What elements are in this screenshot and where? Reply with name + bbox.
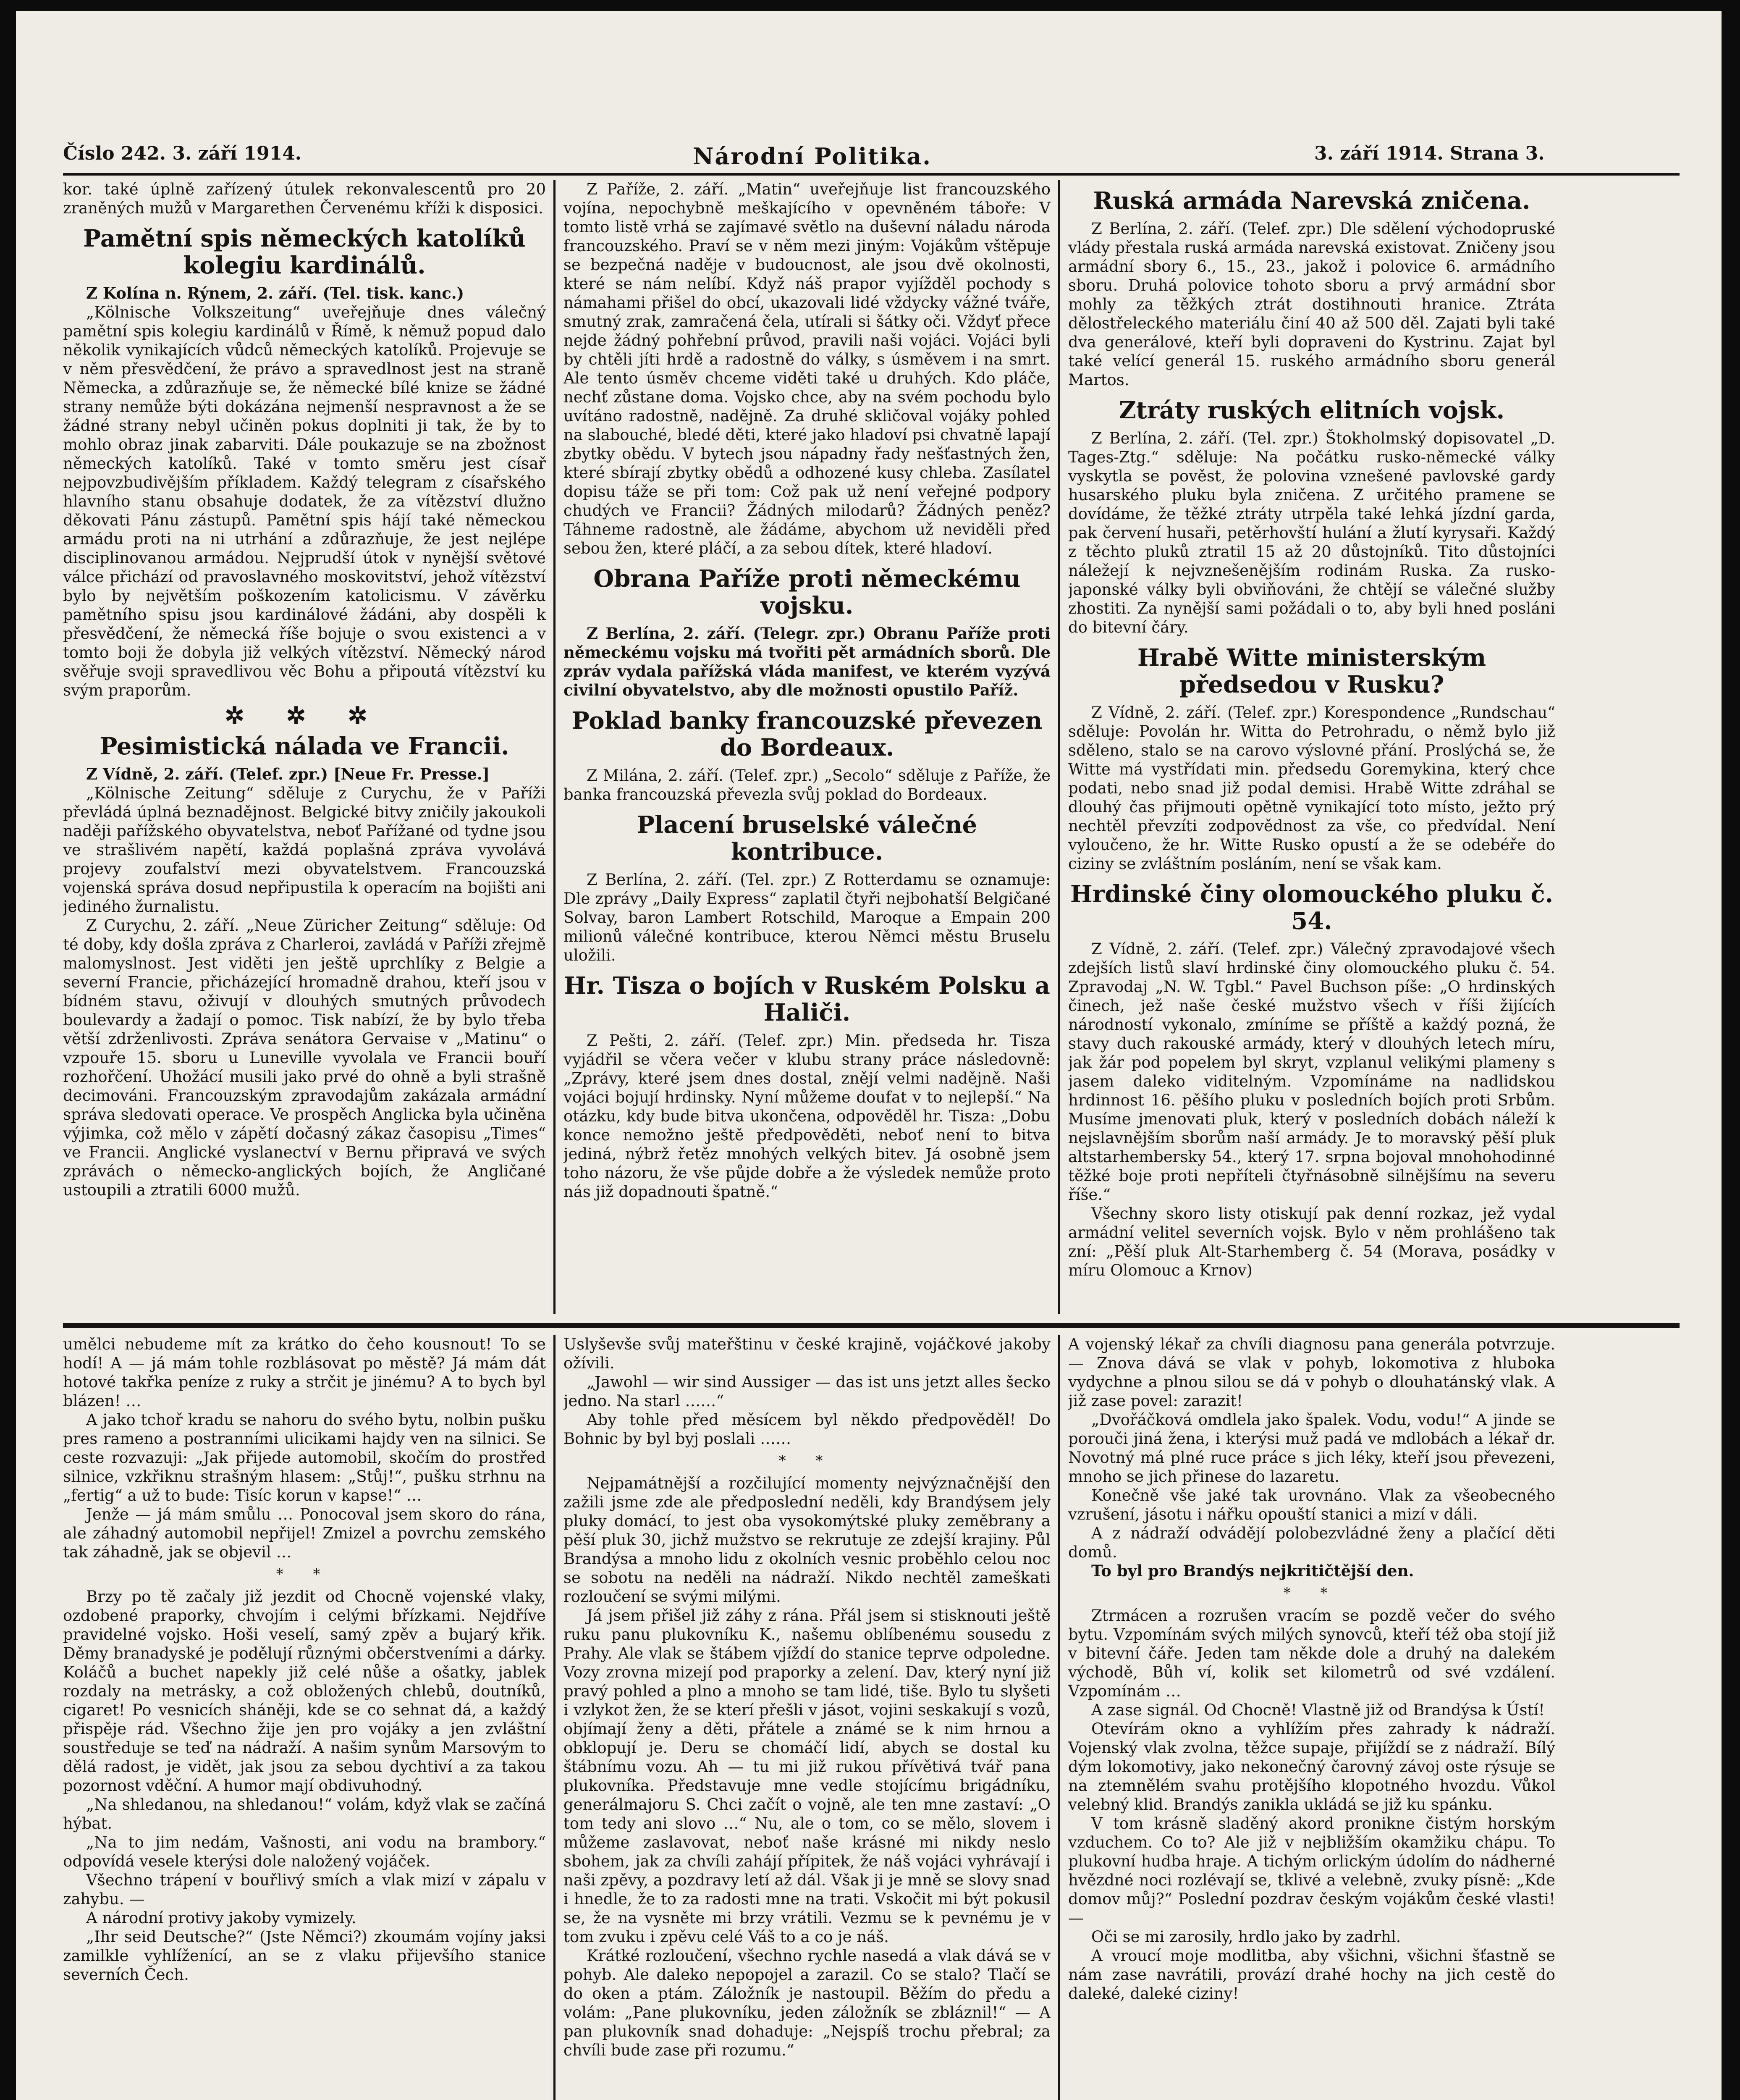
article-body: „Kölnische Zeitung“ sděluje z Curychu, že v Paříži převládá úplná beznadějnost. Belgické bitvy zničily jakoukoli naději pařížského obyvatelstva, neboť Pařížané od tydne jsou ve strašlivém napětí, každá poplašná zpráva vyvolává projevy zoufalství mezi obyvatelstvem. Francouzská vojenská správa dosud nepřipustila k operacím na bojišti ani jediného žurnalistu. — [63, 784, 546, 916]
feuilleton-paragraph: A zase signál. Od Chocně! Vlastně již od Brandýsa k Ústí! — [1091, 1701, 1545, 1719]
feuilleton-paragraph: A z nádraží odvádějí polobezvládné ženy a plačící děti domů. — [1068, 1524, 1555, 1561]
feuilleton-paragraph: Uslyševše svůj mateřštinu v české krajině, vojáčkové jakoby ožívili. — [563, 1335, 1051, 1372]
lead-paragraph: kor. také úplně zařízený útulek rekonvalescentů pro 20 zraněných mužů v Margarethen Červenému kříži k disposici. — [63, 180, 546, 217]
feuilleton-paragraph: A jako tchoř kradu se nahoru do svého bytu, nolbin pušku pres rameno a postranními ulicikami hajdy ven na silnici. Se ceste rozvazuji: „Jak přijede automobil, skočím do prostřed silnice, vzkřiknu strašným hlasem: „Stůj!“, pušku strhnu na „fertig“ a už to bude: Tisíc korun v kapse!“ … — [63, 1411, 546, 1504]
headline-pesimisticka-nalada: Pesimistická nálada ve Francii. — [100, 732, 509, 760]
article-body: „Kölnische Volkszeitung“ uveřejňuje dnes válečný pamětní spis kolegiu kardinálů v Římě, k němuž popud dalo několik vynikajících vůdců německých katolíků. Projevuje se v něm přesvědčení, že právo a spravedlnost jest na straně Německa, a zdůrazňuje se, že německé bílé knize se žádné strany nemůže býti dokázána nejmenší nespravnost a že se žádné strany nebyl učiněn pokus doplniti ji tak, že by to mohlo obraz jinak zabarviti. Dále poukazuje se na zbožnost německých katolíků. Také v tomto směru jest císař nejpovzbudivějším příkladem. Každý telegram z císařského hlavního stanu obsahuje dodatek, že za vítězství dlužno děkovati Pánu zástupů. Pamětní spis hájí také německou armádu proti na ni utrhání a zdůrazňuje, že jest nejlépe disciplinovanou armádou. Nejprudší útok v nynější světové válce přichází od pravoslavného moskovitství, jehož vítězství bylo by největším poškozením katolicismu. V závěrku pamětního spisu jsou kardinálové žádáni, aby dospěli k přesvědčení, že německá říše bojuje o svou existenci a v tomto boji že dobyla již velkých vítězství. Německý národ svěřuje svoji spravedlivou věc Bohu a připoutá vítězství ku svým praporům. — [63, 303, 546, 699]
feuilleton-paragraph: V tom krásně sladěný akord pronikne čistým horským vzduchem. Co to? Ale již v nejbližším okamžiku chápu. To plukovní hudba hraje. A tichým orlickým údolím do nádherné hvězdné noci rozlévají se, tklivé a velebně, zvuky písně: „Kde domov můj?“ Poslední pozdrav českým vojákům české vlasti! — — [1068, 1814, 1555, 1927]
headline-hrdinske-ciny: Hrdinské činy olomouckého pluku č. 54. — [1070, 880, 1554, 935]
feuilleton-paragraph: Otevírám okno a vyhlížím přes zahrady k nádraží. Vojenský vlak zvolna, těžce supaje, přijíždí se z nádraží. Bílý dým lokomotivy, jako nekonečný čarovný závoj oste rýsuje se na ztemnělém svahu protějšího klopotného hvozdu. Vůkol velebný klid. Brandýs zanikla ukládá se již ku spánku. — [1068, 1720, 1555, 1814]
lower-column-1 — [63, 1335, 546, 2100]
article-body: Z Berlína, 2. září. (Telegr. zpr.) Obranu Paříže proti německému vojsku má tvořiti pět armádních sborů. Dle zpráv vydala pařížská vláda manifest, ve kterém vyzývá civilní obyvatelstvo, aby dle možnosti opustilo Paříž. — [563, 624, 1051, 699]
feuilleton-paragraph: A vroucí moje modlitba, aby všichni, všichni šťastně se nám zase navrátili, provází drahé hochy na jich cestě do daleké, daleké ciziny! — [1068, 1947, 1555, 2003]
column-rule — [553, 1335, 556, 2100]
article-body: Z Vídně, 2. září. (Telef. zpr.) Válečný zpravodajové všech zdejších listů slaví hrdinské činy olomouckého pluku č. 54. Zpravodaj „N. W. Tgbl.“ Pavel Buchson píše: „O hrdinských činech, jež naše české mužstvo všech v říši žijících národností vykonalo, zmíníme se příště a každý pozná, že stavy duch rakouské armády, který v dlouhých letech míru, jak žár pod popelem byl skryt, vzplanul velikými plameny s jasem daleko viditelným. Vzpomínáme na nadlidskou hrdinnost 16. pěšího pluku v posledních bojích proti Srbům. Musíme jmenovati pluk, který v posledních dobách náleží k nejslavnějším sborům naší armády. Je to moravský pěší pluk altstarhembersky 54., který 17. srpna bojoval mnohohodinné těžké boje proti nepříteli čtyřnásobně silnějšímu na severu říše.“ — [1068, 940, 1555, 1204]
masthead-rule — [63, 173, 1680, 176]
feuilleton-divider — [63, 1323, 1680, 1328]
paper-title: Národní Politika. — [693, 143, 932, 170]
column-rule — [1058, 1335, 1060, 2100]
feuilleton-paragraph: To byl pro Brandýs nejkritičtější den. — [1091, 1562, 1414, 1580]
headline-obrana-parize: Obrana Paříže proti německému vojsku. — [593, 565, 1021, 620]
date-and-page: 3. září 1914. Strana 3. — [1314, 143, 1545, 164]
scan-border-top — [0, 0, 1740, 11]
article-body: Z Paříže, 2. září. „Matin“ uveřejňuje list francouzského vojína, nepochybně meškajícího v opevněném táboře: V tomto listě vrhá se zajímavé světlo na duševní náladu národa francouzského. Praví se v něm mezi jiným: Vojákům vštěpuje se bezpečná naděje v budoucnost, ale jsou dvě okolnosti, které se nám nelíbí. Když náš prapor vyjížděl pochody s námahami přišel do obcí, ukazovali lidé vždycky vážné tváře, smutný zrak, zamračená čela, utírali si šátky oči. Vždyť přece nejde žádný pohřební průvod, pravili naši vojáci. Vojáci byli by chtěli jíti hrdě a radostně do války, s úsměvem i na smrt. Ale tento úsměv chceme viděti také u druhých. Kdo pláče, nechť zůstane doma. Vojsko chce, aby na svém pochodu bylo uvítáno radostně, nadějně. Za druhé skličoval vojáky pohled na slabouché, bledé děti, které jako hladoví psi chvatně lapají zbytky obědu. V bytech jsou nápadny řady nešťastných žen, které sbírají zbytky obědů a odhozené kusy chleba. Zasílatel dopisu táže se při tom: Což pak už není veřejné podpory chudých ve Francii? Žádných milodarů? Žádných peněz? Táhneme radostně, ale žádáme, abychom už neviděli před sebou žen, které pláčí, a za sebou dítek, které hladoví. — [563, 180, 1051, 557]
article-body: Z Curychu, 2. září. „Neue Züricher Zeitung“ sděluje: Od té doby, kdy došla zpráva z Charleroi, zavládá v Paříži zřejmě malomyslnost. Jest viděti jen ještě uprchlíky z Belgie a severní Francie, přicházející hromadně drahou, kteří jsou v bídném stavu, oživují v dlouhých smutných průvodech boulevardy a žadají o pomoc. Tisk nabízí, že by bylo třeba větší zdrženlivosti. Zpráva senátora Gervaise v „Matinu“ o vzpouře 15. sboru u Luneville vyvolala ve Francii bouří rozhořčení. Uhožácí musili jako prvé do ohně a byli strašně decimováni. Francouzským zpravodajům zakázala armádní správa sledovati operace. Ve prospěch Anglicka byla učiněna výjimka, což mělo v zápětí dočasný zákaz časopisu „Times“ ve Francii. Anglické vyslanectví v Bernu připravá ve svých zprávách o německo-anglických bojích, že Angličané ustoupili a ztratili 6000 mužů. — [63, 916, 546, 1199]
headline-placeni-kontribuce: Placení bruselské válečné kontribuce. — [637, 811, 977, 866]
scan-border-right — [1722, 0, 1740, 2100]
lower-column-2 — [563, 1335, 1051, 2100]
feuilleton-paragraph: umělci nebudeme mít za krátko do čeho kousnout! To se hodí! A — já mám tohle rozblásovat po městě? Já mám dát hotové takřka peníze z ruky a strčit je jinému? A to bych byl blázen! … — [63, 1335, 546, 1410]
upper-column-3 — [1068, 180, 1555, 1318]
feuilleton-paragraph: „Na shledanou, na shledanou!“ volám, když vlak se začíná hýbat. — [63, 1796, 546, 1832]
scene-break: * * — [1283, 1585, 1340, 1601]
article-body: Z Berlína, 2. září. (Tel. zpr.) Štokholmský dopisovatel „D. Tages-Ztg.“ sděluje: Na počátku rusko-německé války vyskytla se pověst, že polovina vznešené pavlovské gardy husarského pluku byla zničena. Z určitého pramene se dovídáme, že těžké ztráty utrpěla také lehká jízdní garda, pak červení husaři, petěrhovští hulání a žlutí kyrysaři. Každý z těchto pluků ztratil 15 až 20 důstojníků. Tito důstojníci náležejí k nejvznešenějším rodinám Ruska. Za rusko-japonské války byli obviňováni, že chtějí se válečné služby zhostiti. Za nynější sami požádali o to, aby byli hned posláni do bitevní čáry. — [1068, 429, 1555, 636]
feuilleton-paragraph: „Na to jim nedám, Vašnosti, ani vodu na brambory.“ odpovídá vesele kterýsi dole naložený vojáček. — [63, 1833, 546, 1870]
feuilleton-paragraph: Brzy po tě začaly již jezdit od Chocně vojenské vlaky, ozdobené praporky, chvojím i celými břízkami. Nejdříve pravidelné vojsko. Hoši veselí, samý zpěv a bujarý křik. Děmy branadyské je podělují různými občerstveními a dárky. Koláčů a buchet napekly již celé nůše a ošatky, jablek rozdaly na metrásky, a což obložených chlebů, doutníků, cigaret! Po vesnicích sháněji, kde se co sehnat dá, a každý přispěje rád. Všechno žije jen pro vojáky a jen zvláštní soustředuje se teď na nádraží. A našim synům Marsovým to dělá radost, je vidět, jak jsou za sebou dychtiví a za takou pozornost vděční. A humor mají obdivuhodný. — [63, 1588, 546, 1795]
scene-break: * * — [778, 1452, 836, 1469]
feuilleton-paragraph: Krátké rozloučení, všechno rychle nasedá a vlak dává se v pohyb. Ale daleko nepopojel a zarazil. Co se stalo? Tlačí se do oken a ptám. Záložník je nastoupil. Běžím do předu a volám: „Pane plukovníku, jeden záložník se zbláznil!“ — A pan plukovník snad dohaduje: „Nejspíš trochu přebral; za chvíli bude zase při rozumu.“ — [563, 1947, 1051, 2059]
scene-break: * * — [276, 1566, 333, 1583]
section-separator: ✲ ✲ ✲ — [225, 702, 384, 730]
column-rule — [1058, 180, 1060, 1314]
headline-ztraty: Ztráty ruských elitních vojsk. — [1119, 396, 1505, 424]
column-rule — [553, 180, 556, 1314]
article-body: Z Berlína, 2. září. (Telef. zpr.) Dle sdělení východopruské vlády přestala ruská armáda narevská existovat. Zničeny jsou armádní sbory 6., 15., 23., jakož i polovice 6. armádního sboru. Druhá polovice tohoto sboru a prvý armádní sbor mohly za těžkých ztrát dostihnouti hranice. Ztráta dělostřeleckého materiálu činí 40 až 500 děl. Zajati byli také dva generálové, kteří byli dopraveni do Kystrinu. Zajat byl také velící generál 15. ruského armádního sboru generál Martos. — [1068, 220, 1555, 389]
upper-column-1 — [63, 180, 546, 1318]
feuilleton-paragraph: „Jawohl — wir sind Aussiger — das ist uns jetzt alles šecko jedno. Na starl ……“ — [563, 1373, 1051, 1410]
issue-number: Číslo 242. 3. září 1914. — [63, 143, 302, 164]
feuilleton-paragraph: Jenže — já mám smůlu … Ponocoval jsem skoro do rána, ale záhadný automobil nepřijel! Zmizel a povrchu zemského tak záhadně, jak se objevil … — [63, 1505, 546, 1561]
upper-column-2 — [563, 180, 1051, 1318]
article-body: Z Pešti, 2. září. (Telef. zpr.) Min. předseda hr. Tisza vyjádřil se včera večer v klubu strany práce následovně: „Zprávy, které jsem dnes dostal, znějí velmi nadějně. Naši vojáci bojují hrdinsky. Nyní můžeme doufat v to nejlepší.“ Na otázku, kdy bude bitva ukončena, odpověděl hr. Tisza: „Dobu konce nemožno ještě předpověděti, neboť není to bitva jediná, nýbrž řetěz mnohých velkých bitev. Já osobně jsem toho názoru, že vše půjde dobře a že výsledek nemůže proto nás již dopadnouti špatně.“ — [563, 1032, 1051, 1201]
headline-pametni-spis: Pamětní spis německých katolíků kolegiu kardinálů. — [83, 225, 526, 279]
article-body: Z Milána, 2. září. (Telef. zpr.) „Secolo“ sděluje z Paříže, že banka francouzská převezla svůj poklad do Bordeaux. — [563, 766, 1051, 803]
headline-ruska-armada: Ruská armáda Narevská zničena. — [1093, 187, 1530, 215]
feuilleton-paragraph: Nejpamátnější a rozčilující momenty nejvýznačnější den zažili jsme zde ale předposlední neděli, kdy Brandýsem jely pluky domácí, to jest oba vysokomýtské pluky zeměbrany a pěší pluk 30, jichž mužstvo se rekrutuje ze zdejší krajiny. Půl Brandýsa a mnoho lidu z okolních vesnic proběhlo celou noc se sobotu na neděli na nádraží. Nikdo nechtěl zameškati rozloučení se svými milými. — [563, 1474, 1051, 1606]
dateline-text: Z Vídně, 2. září. (Telef. zpr.) [Neue Fr. Presse.] — [86, 765, 490, 783]
feuilleton-paragraph: A vojenský lékař za chvíli diagnosu pana generála potvrzuje. — Znova dává se vlak v pohyb, lokomotiva z hluboka vydychne a plnou silou se dá v pohyb o dlouhatánský vlak. A již zase povel: zarazit! — [1068, 1335, 1555, 1410]
lower-column-3 — [1068, 1335, 1555, 2100]
article-body: Všechny skoro listy otiskují pak denní rozkaz, jež vydal armádní velitel severních vojsk. Bylo v něm prohlášeno tak zní: „Pěší pluk Alt-Starhemberg č. 54 (Morava, posádky v míru Olomouc a Krnov) — [1068, 1205, 1555, 1279]
feuilleton-paragraph: Já jsem přišel již záhy z rána. Přál jsem si stisknouti ještě ruku panu plukovníku K., našemu oblíbenému sousedu z Prahy. Ale vlak se štábem vjíždí do stanice teprve odpoledne. Vozy zrovna mizejí pod praporky a zelení. Dav, který nyní již pravý pohled a plno a mnoho se tam lidé, tiše. Bylo tu slyšeti i vzlykot žen, že se kterí přešli v jásot, vojini seskakují s vozů, objímají ženy a děti, přátele a známé se k nim hrnou a obklopují je. Deru se chomáčí lidí, abych se dostal ku štábnímu vozu. Ah — tu mi již rukou přívětivá tvář pana plukovníka. Představuje mne vedle stojícímu brigádníku, generálmajoru S. Chci začít o vojně, ale ten mne zastaví: „O tom tedy ani slovo …“ Nu, ale o tom, co se mělo, slovem i můžeme zaslavovat, neboť naše krásné mi nikdy neslo sbohem, jak za chvíli zahájí přípitek, že náš vojáci vyhrávají i naši zpěvy, a pozdravy letí až dál. Však ji je mně se slovy snad i hnedle, že to za radosti mne na trati. Vskočit mi být pokusil se, že na vysněte mi brzy vrátili. Vezmu se k pevnému je v tom zvuku i zpěvu celé Váš to a co je náš. — [563, 1606, 1051, 1946]
dateline — [63, 284, 546, 303]
feuilleton-paragraph: Ztrmácen a rozrušen vracím se pozdě večer do svého bytu. Vzpomínám svých milých synovců, kteří též oba stojí již v bitevní čáře. Jeden tam někde dole a druhý na dalekém východě, Bůh ví, kolik set kilometrů od své vzdálení. Vzpomínám … — [1068, 1606, 1555, 1700]
feuilleton-paragraph: Aby tohle před měsícem byl někdo předpověděl! Do Bohnic by byl byj poslali …… — [563, 1411, 1051, 1448]
masthead — [63, 143, 1680, 172]
headline-witte: Hrabě Witte ministerským předsedou v Rusku? — [1137, 644, 1486, 698]
headline-tisza: Hr. Tisza o bojích v Ruském Polsku a Haliči. — [564, 972, 1050, 1026]
dateline — [63, 765, 546, 784]
feuilleton-paragraph: „Dvořáčková omdlela jako špalek. Vodu, vodu!“ A jinde se porouči jiná žena, i kterýsi muž padá ve mdlobách a lékař dr. Novotný má plné ruce práce s jich léky, kteří jsou převezeni, mnoho se jich přinese do lazaretu. — [1068, 1411, 1555, 1486]
article-body: Z Vídně, 2. září. (Telef. zpr.) Korespondence „Rundschau“ sděluje: Povolán hr. Witta do Petrohradu, o němž bylo již sděleno, stalo se na carovo výslovné přání. Proslýchá se, že Witte má vystřídati min. předsedu Goremykina, který chce podati, nebo snad již podal demisi. Hrabě Witte zdráhal se dlouhý čas přijmouti opětně vynikající toto místo, ježto prý nechtěl převzíti zodpovědnost za vše, co předvídal. Není vyloučeno, že hr. Witte Rusko opustí a že se odebéře do ciziny se zvláštním posláním, není se však kam. — [1068, 704, 1555, 873]
feuilleton-paragraph: Konečně vše jaké tak urovnáno. Vlak za všeobecného vzrušení, jásotu i nářku opouští stanici a mizí v dáli. — [1068, 1486, 1555, 1523]
scan-border-left — [0, 0, 16, 2100]
feuilleton-paragraph: „Ihr seid Deutsche?“ (Jste Němci?) zkoumám vojíny jaksi zamilkle vyhlíženící, an se z vlaku přijevšího stanice severních Čech. — [63, 1928, 546, 1984]
feuilleton-paragraph: Všechno trápení v bouřlivý smích a vlak mizí v zápalu v zahybu. — — [63, 1871, 546, 1908]
feuilleton-paragraph: Oči se mi zarosily, hrdlo jako by zadrhl. — [1091, 1928, 1401, 1946]
headline-poklad-banky: Poklad banky francouzské převezen do Bordeaux. — [571, 707, 1043, 761]
feuilleton-paragraph: A národní protivy jakoby vymizely. — [86, 1909, 356, 1927]
article-body: Z Berlína, 2. září. (Tel. zpr.) Z Rotterdamu se oznamuje: Dle zprávy „Daily Express“ zaplatil čtyři nejbohatší Belgičané Solvay, baron Lambert Rotschild, Maroque a Empain 200 milionů válečné kontribuce, kterou Němci městu Bruselu uložili. — [563, 871, 1051, 964]
dateline-text: Z Kolína n. Rýnem, 2. září. (Tel. tisk. kanc.) — [86, 284, 464, 302]
